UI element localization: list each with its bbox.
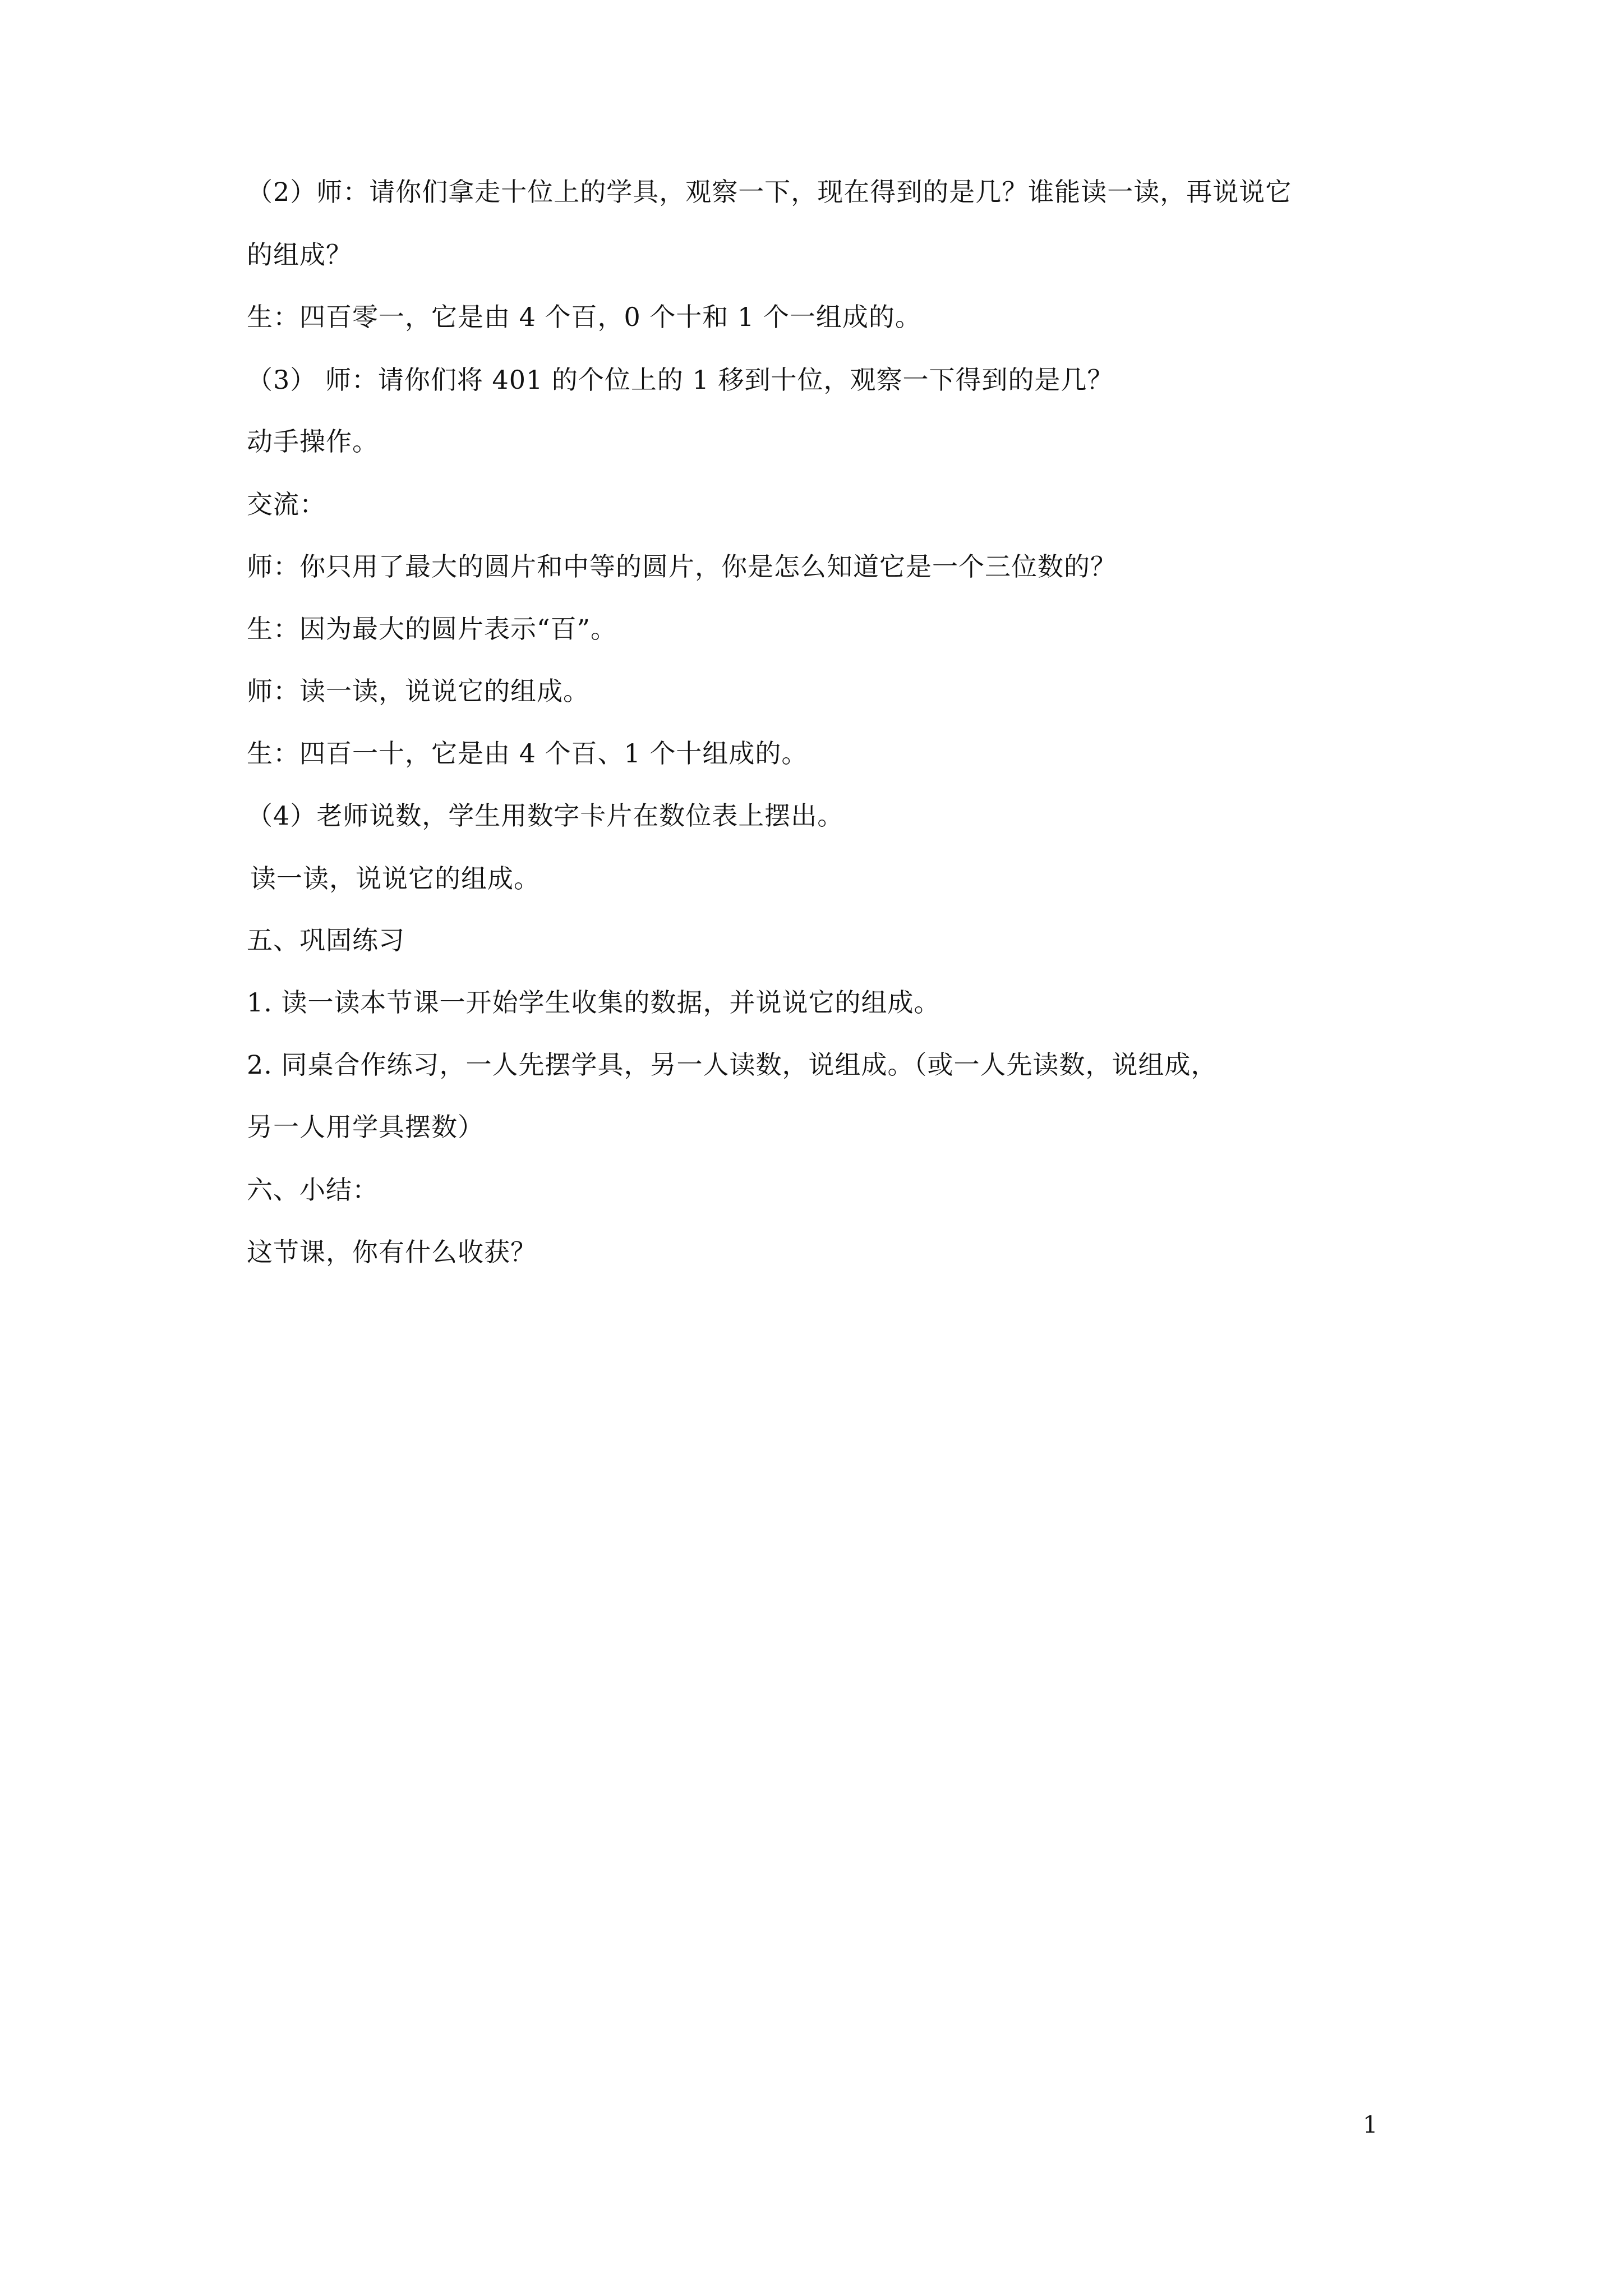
paragraph-line: 1. 读一读本节课一开始学生收集的数据，并说说它的组成。 bbox=[247, 987, 940, 1018]
paragraph-line: （3） 师：请你们将 401 的个位上的 1 移到十位，观察一下得到的是几？ bbox=[247, 365, 1114, 395]
paragraph-line: 另一人用学具摆数） bbox=[247, 1112, 484, 1142]
paragraph-line: 生：因为最大的圆片表示“百”。 bbox=[247, 614, 617, 644]
paragraph-line: 这节课，你有什么收获？ bbox=[247, 1237, 537, 1267]
section-heading: 六、小结： bbox=[247, 1175, 379, 1205]
paragraph-line: 生：四百零一，它是由 4 个百，0 个十和 1 个一组成的。 bbox=[247, 302, 921, 332]
section-heading: 五、巩固练习 bbox=[247, 925, 405, 955]
page-number: 1 bbox=[1363, 2111, 1378, 2138]
paragraph-line: 师：你只用了最大的圆片和中等的圆片，你是怎么知道它是一个三位数的？ bbox=[247, 551, 1117, 582]
paragraph-line: 动手操作。 bbox=[247, 426, 379, 457]
paragraph-line: 交流： bbox=[247, 489, 326, 519]
paragraph-line: 2. 同桌合作练习，一人先摆学具，另一人读数，说组成。（或一人先读数，说组成， bbox=[247, 1050, 1218, 1080]
paragraph-line: 生：四百一十，它是由 4 个百、1 个十组成的。 bbox=[247, 738, 808, 769]
paragraph-line: 读一读，说说它的组成。 bbox=[250, 863, 540, 894]
paragraph-line: （4）老师说数，学生用数字卡片在数位表上摆出。 bbox=[247, 800, 844, 831]
paragraph-line: 的组成？ bbox=[247, 240, 352, 270]
paragraph-line: 师：读一读，说说它的组成。 bbox=[247, 676, 589, 706]
paragraph-line: （2）师：请你们拿走十位上的学具，观察一下，现在得到的是几？谁能读一读，再说说它 bbox=[247, 177, 1292, 207]
